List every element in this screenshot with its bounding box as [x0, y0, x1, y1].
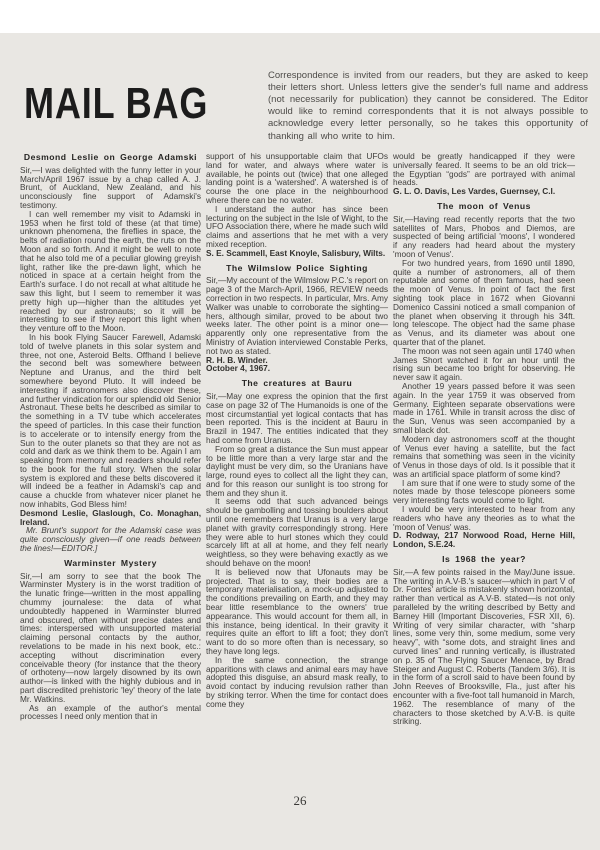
- page-number: 26: [293, 793, 307, 808]
- letter-signature: Desmond Leslie, Glaslough, Co. Monaghan, Ireland.: [20, 507, 201, 527]
- letter-paragraph: As an example of the author's mental processes I need only mention that in: [20, 702, 201, 722]
- letter-paragraph: would be greatly handicapped if they were universally feared. It seems to be an old trick—the Egyptian “gods” are portrayed with animal heads.: [393, 151, 575, 188]
- letter-paragraph: The moon was not seen again until 1740 when James Short watched it for an hour until the rising sun became too bright for observing. He never saw it again.: [393, 345, 575, 383]
- letter-paragraph: In his book Flying Saucer Farewell, Adamski told of twelve planets in this solar system and three, not one, Asteroid Belts. Offhand I believe the second belt was somewhere between Neptune and Uranus, and the third belt somewhere beyond Pluto. It will indeed be interesting if astronomers also discover these, and further vindication for our splendid old Senior Astronaut. These belts he described as similar to the something in a TV tube which accelerates the speed of particles. In this case their function is to accelerate or to intensify energy from the Sun to the outer planets so that they are not as cold and dark as we think them to be. Again I am speaking from memory and readers should refer to the book for the full story. When the solar system is explored and these belts discovered it will indeed be a feather in Adamski's cap and cause a chuckle from whatever nicer planet he now inhabits, God Bless him!: [20, 331, 201, 510]
- letter-paragraph: Sir,—I am sorry to see that the book The Warminster Mystery is in the worst tradition of the lunatic fringe—written in the most appalling chummy journalese: the data of what undoubtedly happened in Warminster blurred and obscured, often without precise dates and times: interspersed with unsupported material claiming personal contacts by the author, revelations to be made in his next book, etc.: accepting without discrimination every conceivable theory (for instance that the theory of orthoteny—now largely disowned by its own author—is linked with the highly dubious and in part discredited prehistoric 'ley' theory of the late Mr. Watkins.: [20, 570, 201, 704]
- page-title: MAIL BAG: [24, 79, 209, 129]
- letter-paragraph: It is believed now that Ufonauts may be projected. That is to say, their bodies are a temporary materialisation, a mock-up adjusted to the conditions prevailing on Earth, and they may bear little resemblance to the owners' true appearance. This would account for them all, in this instance, being identical. In their gravity it requires quite an effort to lift a foot; they don't want to do so more often than is necessary, so they have long legs.: [206, 566, 388, 657]
- letter-signature: October 4, 1967.: [206, 363, 271, 374]
- letter-paragraph: Another 19 years passed before it was seen again. In the year 1759 it was observed from Germany. Eighteen separate observations were made in 1761. While in transit across the disc of the Sun, Venus was seen accompanied by a small black dot.: [393, 380, 575, 435]
- text-column-2: [206, 152, 388, 709]
- letter-signature: S. E. Scammell, East Knoyle, Salisbury, Wilts.: [206, 247, 386, 258]
- editor-note: Mr. Brunt's support for the Adamski case was quite consciously given—if one reads between the lines!—EDITOR.]: [20, 525, 201, 554]
- letter-heading: Warminster Mystery: [64, 557, 157, 568]
- letter-paragraph: In the same connection, the strange apparitions with claws and animal ears may have adopted this disguise, an absurd mask really, to avoid contact by inducing revulsion rather than by striking terror. When the time for contact does come they: [206, 654, 388, 709]
- letter-paragraph: It seems odd that such advanced beings should be gambolling and tossing boulders about until one remembers that Uranus is a very large planet with gravity correspondingly strong. Here they were able to hurl stones which they could scarcely lift at all at home, and they felt nearly weightless, so they were behaving exactly as we should behave on the moon!: [206, 496, 388, 569]
- letter-paragraph: I can well remember my visit to Adamski in 1953 when he first told of these (at that time) unknown phenomena, the fireflies in space, the belts of radiation round the earth, the ruts on the Moon and so forth. And it might be well to note that he also told me of a peculiar glowing greyish light, rather like the pre-dawn light, which he noticed in space at a certain height from the Earth's surface. I do not recall at what altitude he saw this light, but I seem to remember it was pretty high up—higher than the altitudes yet reached by our astronauts; so it will be interesting to see if they report this light when they venture off to the Moon.: [20, 208, 201, 334]
- letter-paragraph: Sir,—My account of the Wilmslow P.C.'s report on page 3 of the March-April, 1966, REVIEW needs correction in two respects. In particular, Mrs. Amy Walker was unable to corroborate the sighting—hers, although similar, proved to be about two weeks later. The other point is a minor one—apparently only one representative from the Ministry of Aviation interviewed Constable Perks, not two as stated.: [206, 275, 388, 356]
- text-column-3: [393, 152, 575, 726]
- letter-paragraph: Sir,—I was delighted with the funny letter in your March/April 1967 issue by a chap called A. J. Brunt, of Auckland, New Zealand, and his unconsciously fine support of Adamski's testimony.: [20, 164, 201, 210]
- letter-signature: D. Rodway, 217 Norwood Road, Herne Hill, London, S.E.24.: [393, 530, 575, 550]
- letter-paragraph: Sir,—Having read recently reports that the two satellites of Mars, Phobos and Diemos, are suspected of being artificial 'moons', I wondered if any readers had heard about the mystery 'moon of Venus'.: [393, 213, 575, 259]
- letter-paragraph: Sir,—A few points raised in the May/June issue. The writing in A.V-B.'s saucer—which in part V of Dr. Fontes' article is mistakenly shown horizontal, rather than vertical as A.V-B. stated—is not only paralleled by the writing described by Betty and Barney Hill (Important Discoveries, FSR XII, 6). Writing of very similar character, with “sharp lines, some very thin, some medium, some very heavy”, with “some dots, and straight lines and curved lines” and running vertically, is illustrated on p. 35 of The Flying Saucer Menace, by Brad Steiger and August C. Roberts (Tandem 3/6). It is in the form of a scroll said to have been found by John Reeves of Brooksville, Fla., just after his encounter with a five-foot tall humanoid in March, 1962. The resemblance of many of the characters to those sketched by A.V-B. is quite striking.: [393, 566, 575, 727]
- letter-paragraph: For two hundred years, from 1690 until 1890, quite a number of astronomers, all of them reputable and some of them famous, had seen the moon of Venus. In point of fact the first sighting took place in 1672 when Giovanni Domenico Cassini noticed a small companion of the planet when observing it through his 34ft. long telescope. The object had the same phase as Venus, and its diameter was about one quarter that of the planet.: [393, 257, 575, 347]
- letter-heading: The moon of Venus: [437, 200, 531, 211]
- letter-signature: R. H. B. Winder.: [206, 354, 268, 365]
- text-column-1: [20, 152, 201, 721]
- letter-paragraph: support of his unsupportable claim that UFOs land for water, and always where water is available, he points out (twice) that one alleged landing point is a 'watershed'. A watershed is of course the one place in the neighbourhood where there can be no water.: [206, 151, 388, 205]
- letter-heading: Is 1968 the year?: [442, 554, 526, 565]
- letter-paragraph: I understand the author has since been lecturing on the subject in the Isle of Wight, to the UFO Association there, where he made such wild claims and assertions that he met with a very mixed reception.: [206, 203, 388, 249]
- editor-intro-paragraph: Correspondence is invited from our readers, but they are asked to keep their letters short. Unless letters give the sender's full name and address (not necessarily for publication) they cannot be considered. The Editor would like to remind correspondents that it is not always possible to acknowledge every letter personally, so he takes this opportunity of thanking all who write to him.: [268, 69, 588, 142]
- letter-paragraph: Sir,—May one express the opinion that the first case on page 32 of The Humanoids is one of the most circumstantial yet logical contacts that has been reported. This is the incident at Bauru in Brazil in 1947. The entities indicated that they had come from Uranus.: [206, 390, 388, 445]
- letter-paragraph: I am sure that if one were to study some of the notes made by those telescope pioneers some very interesting facts would come to light.: [393, 477, 575, 506]
- letter-paragraph: From so great a distance the Sun must appear to be little more than a very large star and the daylight must be very dim, so the Uranians have large, round eyes to collect all the light they can, and for this reason our sunlight is too strong for them and they shun it.: [206, 443, 388, 498]
- letter-paragraph: I would be very interested to hear from any readers who have any theories as to what the 'moon of Venus' was.: [393, 504, 575, 532]
- letter-heading: The Wilmslow Police Sighting: [226, 262, 368, 273]
- letter-paragraph: Modern day astronomers scoff at the thought of Venus ever having a satellite, but the fact remains that something was seen in the vicinity of Venus in those days of old. Is it possible that it was an artificial space platform of some kind?: [393, 433, 575, 479]
- letter-heading: Desmond Leslie on George Adamski: [23, 152, 198, 162]
- letter-signature: G. L. O. Davis, Les Vardes, Guernsey, C.I.: [393, 186, 556, 197]
- letter-heading: The creatures at Bauru: [241, 378, 353, 389]
